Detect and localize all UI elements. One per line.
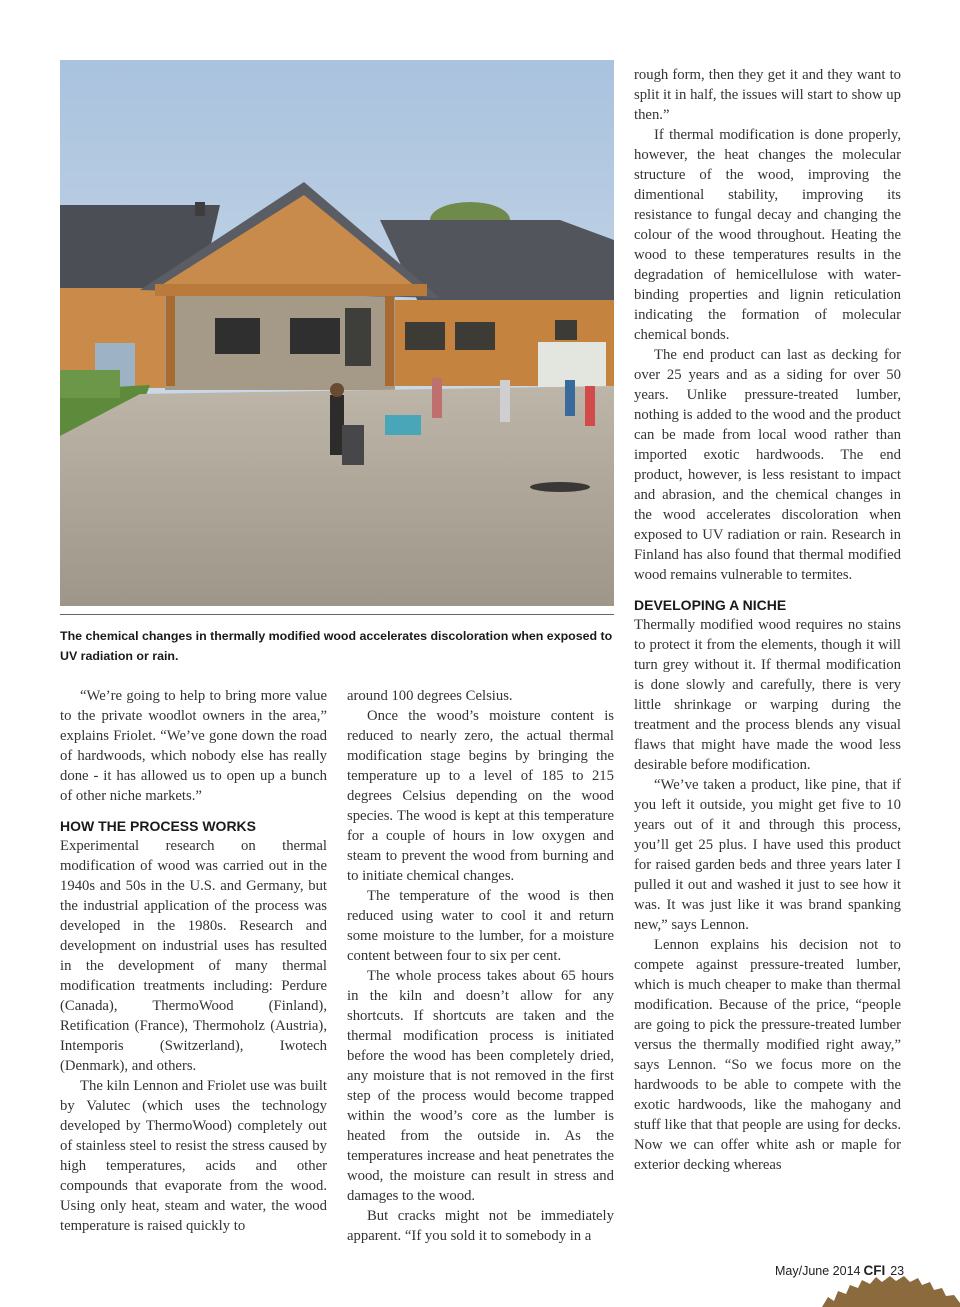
paragraph: The kiln Lennon and Friolet use was built by Valutec (which uses the technology developed by ThermoWood) completely out of stainless steel to resist the stress caused by high temperatures, acids and other compounds that evaporate from the wood. Using only heat, steam and water, the wood temperature is raised quickly to bbox=[60, 1078, 327, 1234]
section-heading-niche: DEVELOPING A NICHE bbox=[634, 597, 787, 613]
magazine-brand: CFI bbox=[863, 1263, 886, 1278]
paragraph: Experimental research on thermal modification of wood was carried out in the 1940s and 50s in the U.S. and Germany, but the industrial application of the process was developed in the 1980s. Research and development on industrial uses has resulted in the development of many thermal modification treatments including: Perdure (Canada), ThermoWood (Finland), Retification (France), Thermoholz (Austria), Intemporis (Switzerland), Iwotech (Denmark), and others. bbox=[60, 838, 327, 1074]
sawblade-icon bbox=[822, 1270, 960, 1307]
section-heading-process: HOW THE PROCESS WORKS bbox=[60, 818, 257, 834]
paragraph: The end product can last as decking for over 25 years and as a siding for over 50 years. Unlike pressure-treated lumber, nothing is added to the wood and the product can be made from local wood rather than imported exotic hardwoods. The end product, however, is less resistant to impact and abrasion, and the chemical changes in the wood accelerates discoloration when exposed to UV radiation or rain. Research in Finland has also found that thermal modified wood remains vulnerable to termites. bbox=[634, 347, 901, 583]
photo-divider bbox=[60, 614, 614, 615]
issue-date: May/June 2014 bbox=[775, 1264, 861, 1278]
paragraph: “We’re going to help to bring more value to the private woodlot owners in the area,” explains Friolet. “We’ve gone down the road of hardwoods, which nobody else has really done - it has allowed us to open up a bunch of other niche markets.” bbox=[60, 688, 327, 804]
paragraph: Thermally modified wood requires no stains to protect it from the elements, though it will turn grey without it. If thermal modification is done slowly and carefully, there is very little shrinkage or warping during the treatment and the process blends any visual flaws that might have made the wood less desirable before modification. bbox=[634, 617, 901, 773]
paragraph: around 100 degrees Celsius. bbox=[347, 688, 513, 704]
article-column-1 bbox=[60, 686, 327, 1236]
page-number: 23 bbox=[890, 1264, 905, 1278]
paragraph: “We’ve taken a product, like pine, that if you left it outside, you might get five to 10 years out of it and through this process, you’ll get 25 plus. I have used this product for raised garden beds and three years later I pulled it out and washed it just to see how it was. It was just like it was brand spanking new,” says Lennon. bbox=[634, 777, 901, 933]
photo-caption: The chemical changes in thermally modified wood accelerates discoloration when exposed to UV radiation or rain. bbox=[60, 629, 613, 663]
paragraph: The whole process takes about 65 hours in the kiln and doesn’t allow for any shortcuts. If shortcuts are taken and the thermal modification process is initiated before the wood has been completely dried, any moisture that is not removed in the first step of the process would become trapped within the wood’s core as the lumber is heated from the outside in. As the temperatures increase and heat penetrates the wood, the moisture can result in stress and damages to the wood. bbox=[347, 968, 614, 1204]
article-column-2 bbox=[347, 686, 614, 1246]
paragraph: If thermal modification is done properly, however, the heat changes the molecular structure of the wood, improving the dimentional stability, improving its resistance to fungal decay and changing the colour of the wood throughout. Heating the wood to these temperatures results in the degradation of hemicellulose with water-binding properties and lignin reticulation indicating the formation of molecular chemical bonds. bbox=[634, 127, 901, 343]
article-photo bbox=[60, 60, 614, 606]
photo-illustration bbox=[60, 60, 614, 606]
paragraph: Once the wood’s moisture content is reduced to nearly zero, the actual thermal modification stage begins by bringing the temperature up to a level of 185 to 215 degrees Celsius depending on the wood species. The wood is kept at this temperature for a couple of hours in low oxygen and steam to prevent the wood from burning and to initiate chemical changes. bbox=[347, 708, 614, 884]
paragraph: rough form, then they get it and they want to split it in half, the issues will start to show up then.” bbox=[634, 67, 901, 123]
paragraph: But cracks might not be immediately apparent. “If you sold it to somebody in a bbox=[347, 1208, 614, 1244]
paragraph: Lennon explains his decision not to compete against pressure-treated lumber, which is much cheaper to make than thermal modification. Because of the price, “people are going to pick the pressure-treated lumber versus the thermally modified right away,” says Lennon. “So we focus more on the hardwoods to be able to compete with the exotic hardwoods, like the mahogany and stuff like that that people are using for decks. Now we can offer white ash or maple for exterior decking whereas bbox=[634, 937, 901, 1173]
article-column-3 bbox=[634, 65, 901, 1175]
paragraph: The temperature of the wood is then reduced using water to cool it and return some moisture to the lumber, for a moisture content between four to six per cent. bbox=[347, 888, 614, 964]
